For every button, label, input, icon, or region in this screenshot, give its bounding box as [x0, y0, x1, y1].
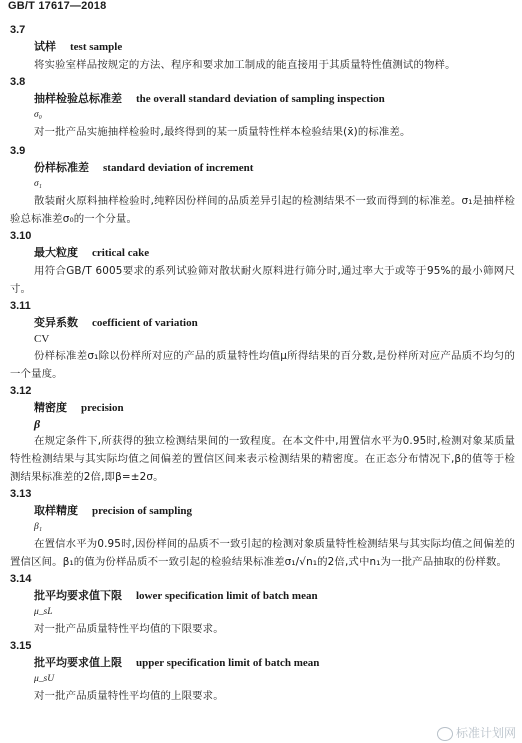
term-symbol: σ₁: [34, 179, 42, 189]
clause-number: 3.11: [10, 300, 31, 312]
term-chinese: 最大粒度: [34, 246, 78, 259]
term-chinese: 变异系数: [34, 316, 78, 329]
watermark-logo-icon: [437, 727, 453, 741]
term-symbol: μ_sU: [34, 674, 55, 684]
term-english: the overall standard deviation of sampling inspection: [136, 93, 385, 105]
term-definition: 在置信水平为0.95时,因份样间的品质不一致引起的检测对象质量特性检测结果与其实际均值之间偏差的置信区间。β₁的值为份样品质不一致引起的检验结果标准差σ₁/√n₁的2倍,式中n₁为一批产品抽取的份样数。: [10, 538, 515, 568]
term-definition: 份样标准差σ₁除以份样所对应的产品的质量特性均值μ所得结果的百分数,是份样所对应产品质不均匀的一个量度。: [10, 350, 515, 380]
clause-number: 3.8: [10, 76, 26, 88]
term-english: coefficient of variation: [92, 317, 198, 329]
term-chinese: 精密度: [34, 401, 67, 414]
term-symbol: β: [34, 417, 41, 431]
term-heading: [34, 244, 515, 262]
term-chinese: 份样标准差: [34, 161, 89, 174]
term-heading: [34, 502, 515, 520]
term-english: precision of sampling: [92, 505, 193, 517]
term-english: upper specification limit of batch mean: [136, 657, 320, 669]
term-definition: 对一批产品实施抽样检验时,最终得到的某一质量特性样本检验结果(x̄)的标准差。: [34, 126, 411, 138]
watermark-text: 标准计划网: [455, 726, 516, 740]
clause-number: 3.7: [10, 24, 26, 36]
term-chinese: 批平均要求值下限: [34, 589, 122, 602]
term-english: test sample: [70, 41, 123, 53]
term-definition: 在规定条件下,所获得的独立检测结果间的一致程度。在本文件中,用置信水平为0.95时,检测对象某质量特性检测结果与其实际均值之间偏差的置信区间来表示检测结果的精密度。在正态分布情况下,β的值等于检测结果标准差的2倍,即β=±2σ。: [10, 435, 515, 483]
term-definition: 将实验室样品按规定的方法、程序和要求加工制成的能直接用于其质量特性值测试的物样。: [34, 59, 456, 71]
term-english: critical cake: [92, 247, 150, 259]
term-heading: [34, 159, 515, 177]
term-symbol: μ_sL: [34, 607, 53, 617]
term-definition: 对一批产品质量特性平均值的下限要求。: [34, 623, 224, 635]
clause-number: 3.9: [10, 145, 26, 157]
watermark: [437, 724, 516, 741]
term-english: lower specification limit of batch mean: [136, 590, 318, 602]
term-definition: 用符合GB/T 6005要求的系列试验筛对散状耐火原料进行筛分时,通过率大于或等于95%的最小筛网尺寸。: [10, 265, 515, 295]
term-chinese: 取样精度: [34, 504, 78, 517]
term-symbol: σ₀: [34, 110, 42, 120]
term-symbol: CV: [34, 333, 50, 345]
clause-number: 3.14: [10, 573, 32, 585]
term-heading: [34, 314, 515, 332]
term-symbol: β₁: [34, 522, 43, 532]
term-chinese: 试样: [34, 40, 56, 53]
clause-number: 3.12: [10, 385, 32, 397]
term-heading: [34, 587, 515, 605]
term-english: standard deviation of increment: [103, 162, 254, 174]
term-heading: [34, 38, 515, 56]
clause-number: 3.15: [10, 640, 32, 652]
term-heading: [34, 90, 515, 108]
term-english: precision: [81, 402, 124, 414]
clause-number: 3.13: [10, 488, 32, 500]
term-heading: [34, 399, 515, 417]
clause-number: 3.10: [10, 230, 32, 242]
document-body: [10, 22, 515, 705]
term-chinese: 抽样检验总标准差: [34, 92, 122, 105]
standard-code-header: GB/T 17617—2018: [8, 0, 107, 12]
term-chinese: 批平均要求值上限: [34, 656, 122, 669]
term-definition: 散装耐火原料抽样检验时,纯粹因份样间的品质差异引起的检测结果不一致而得到的标准差。σ₁是抽样检验总标准差σ₀的一个分量。: [10, 195, 515, 225]
term-heading: [34, 654, 515, 672]
term-definition: 对一批产品质量特性平均值的上限要求。: [34, 690, 224, 702]
